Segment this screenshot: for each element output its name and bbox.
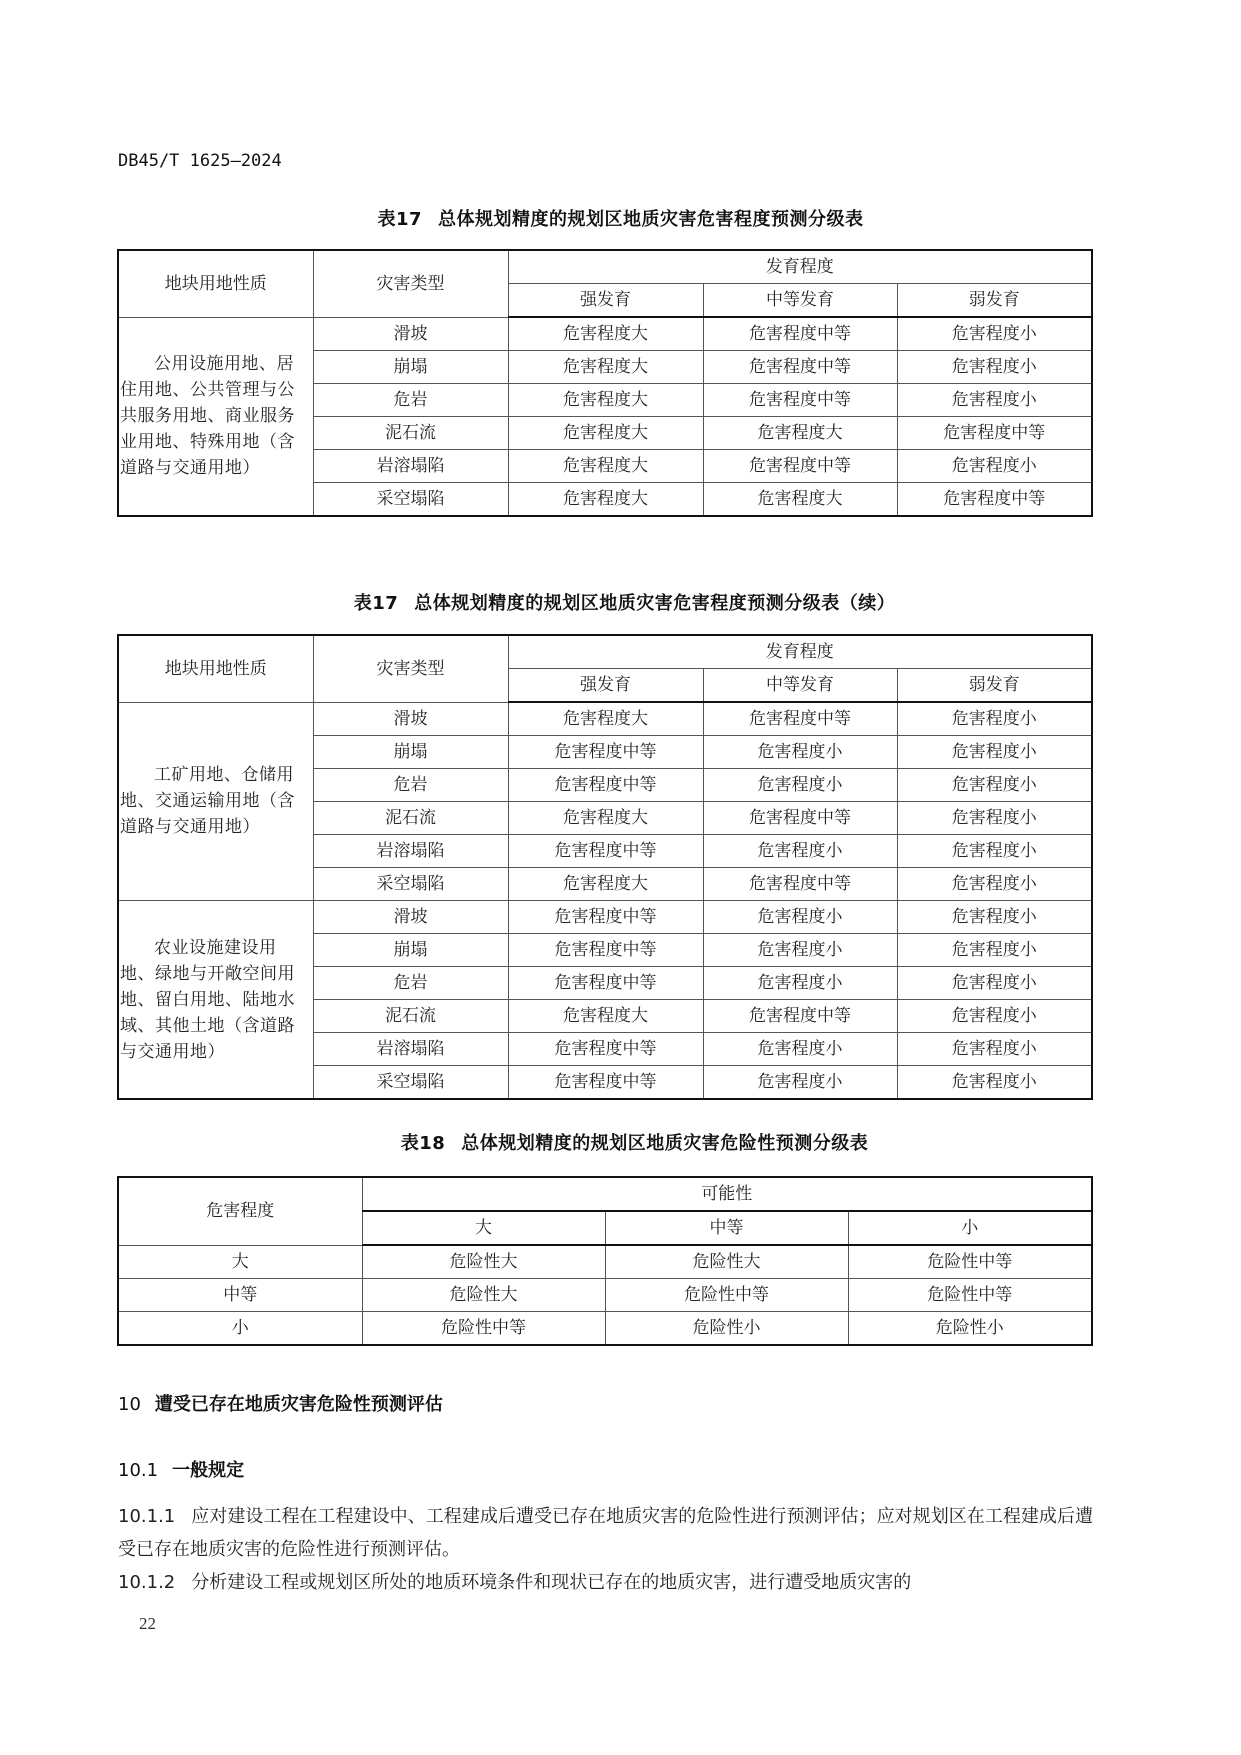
table17-body [118,250,1092,516]
hazard-degree-cell: 危害程度大 [508,1000,703,1033]
header-hazard-type: 灾害类型 [313,250,508,317]
table18-number: 表18 [400,1133,446,1154]
table-row [118,1279,1092,1312]
table18-header-level: 中等 [605,1211,848,1245]
table18-cell: 危险性小 [848,1312,1092,1346]
hazard-degree-cell: 危害程度中等 [508,967,703,1000]
hazard-degree-cell: 危害程度中等 [897,483,1092,517]
header-land-use: 地块用地性质 [118,635,313,702]
hazard-type-cell: 滑坡 [313,317,508,351]
hazard-type-cell: 岩溶塌陷 [313,1033,508,1066]
hazard-type-cell: 崩塌 [313,736,508,769]
clause-number: 10.1.2 [118,1572,176,1593]
hazard-degree-cell: 危害程度中等 [703,868,897,901]
table18-header-row-1 [118,1177,1092,1211]
hazard-degree-cell: 危害程度大 [703,483,897,517]
table-row [118,702,1092,736]
hazard-degree-cell: 危害程度小 [703,736,897,769]
hazard-degree-cell: 危害程度大 [508,417,703,450]
table17-title: 总体规划精度的规划区地质灾害危害程度预测分级表 [438,209,864,230]
table17 [117,249,1093,517]
hazard-degree-cell: 危害程度大 [508,450,703,483]
table-row [118,317,1092,351]
table18-cell: 危险性中等 [362,1312,605,1346]
header-development-degree: 发育程度 [508,635,1092,669]
section-number: 10 [118,1394,141,1415]
hazard-type-cell: 泥石流 [313,1000,508,1033]
hazard-type-cell: 泥石流 [313,417,508,450]
subsection-title: 一般规定 [172,1460,245,1481]
hazard-type-cell: 危岩 [313,967,508,1000]
hazard-type-cell: 采空塌陷 [313,483,508,517]
section-10-heading [118,1390,443,1416]
hazard-degree-cell: 危害程度中等 [508,769,703,802]
table18-header-hazard: 危害程度 [118,1177,362,1245]
header-hazard-type: 灾害类型 [313,635,508,702]
hazard-degree-cell: 危害程度小 [897,702,1092,736]
hazard-degree-cell: 危害程度小 [897,868,1092,901]
table17-cont-body [118,635,1092,1099]
land-use-cell: 农业设施建设用地、绿地与开敞空间用地、留白用地、陆地水域、其他土地（含道路与交通用地） [118,901,313,1100]
header-level: 中等发育 [703,669,897,703]
table18-header-likelihood: 可能性 [362,1177,1092,1211]
table18-header-level: 大 [362,1211,605,1245]
header-level: 弱发育 [897,669,1092,703]
hazard-type-cell: 岩溶塌陷 [313,450,508,483]
table-row [118,1312,1092,1346]
subsection-number: 10.1 [118,1460,159,1481]
clause-text: 分析建设工程或规划区所处的地质环境条件和现状已存在的地质灾害，进行遭受地质灾害的 [191,1572,912,1593]
hazard-degree-cell: 危害程度中等 [508,901,703,934]
clause-10-1-2 [118,1566,1093,1599]
hazard-degree-cell: 危害程度大 [508,702,703,736]
hazard-degree-cell: 危害程度小 [897,317,1092,351]
table18-row-hazard: 小 [118,1312,362,1346]
hazard-degree-cell: 危害程度小 [703,967,897,1000]
table18-body [118,1177,1092,1345]
table18-cell: 危险性大 [362,1245,605,1279]
hazard-degree-cell: 危害程度中等 [897,417,1092,450]
hazard-degree-cell: 危害程度大 [508,802,703,835]
table18-row-hazard: 中等 [118,1279,362,1312]
header-level: 强发育 [508,284,703,318]
hazard-degree-cell: 危害程度小 [897,450,1092,483]
hazard-degree-cell: 危害程度小 [897,1000,1092,1033]
hazard-type-cell: 滑坡 [313,702,508,736]
hazard-degree-cell: 危害程度小 [897,1033,1092,1066]
hazard-degree-cell: 危害程度大 [508,351,703,384]
hazard-type-cell: 崩塌 [313,351,508,384]
hazard-degree-cell: 危害程度中等 [703,384,897,417]
hazard-degree-cell: 危害程度中等 [508,736,703,769]
hazard-degree-cell: 危害程度中等 [508,1033,703,1066]
hazard-degree-cell: 危害程度中等 [508,934,703,967]
hazard-degree-cell: 危害程度中等 [508,835,703,868]
hazard-degree-cell: 危害程度中等 [703,1000,897,1033]
hazard-degree-cell: 危害程度小 [703,1066,897,1100]
hazard-degree-cell: 危害程度小 [897,967,1092,1000]
hazard-degree-cell: 危害程度小 [703,835,897,868]
page-number: 22 [139,1614,156,1633]
hazard-degree-cell: 危害程度小 [703,901,897,934]
hazard-degree-cell: 危害程度中等 [508,1066,703,1100]
table17-continued [117,634,1093,1100]
hazard-type-cell: 泥石流 [313,802,508,835]
hazard-degree-cell: 危害程度小 [897,384,1092,417]
hazard-degree-cell: 危害程度小 [897,835,1092,868]
header-level: 强发育 [508,669,703,703]
land-use-cell: 公用设施用地、居住用地、公共管理与公共服务用地、商业服务业用地、特殊用地（含道路与交通用地） [118,317,313,516]
header-row-1 [118,250,1092,284]
clause-10-1-1 [118,1500,1093,1566]
hazard-type-cell: 危岩 [313,384,508,417]
hazard-degree-cell: 危害程度小 [703,1033,897,1066]
hazard-degree-cell: 危害程度大 [703,417,897,450]
table17-cont-number: 表17 [353,593,399,614]
clause-number: 10.1.1 [118,1506,176,1527]
table18-cell: 危险性大 [605,1245,848,1279]
header-row-1 [118,635,1092,669]
table17-cont-title: 总体规划精度的规划区地质灾害危害程度预测分级表（续） [414,593,896,614]
table17-number: 表17 [377,209,423,230]
section-10-1-heading [118,1456,244,1482]
hazard-degree-cell: 危害程度中等 [703,802,897,835]
table18-header-level: 小 [848,1211,1092,1245]
table-row [118,1245,1092,1279]
table18-caption [0,1129,1241,1155]
hazard-type-cell: 崩塌 [313,934,508,967]
header-land-use: 地块用地性质 [118,250,313,317]
hazard-degree-cell: 危害程度中等 [703,351,897,384]
document-code: DB45/T 1625—2024 [118,151,282,171]
table18-cell: 危险性小 [605,1312,848,1346]
table-row [118,901,1092,934]
hazard-degree-cell: 危害程度小 [897,769,1092,802]
hazard-degree-cell: 危害程度中等 [703,317,897,351]
table18-cell: 危险性中等 [848,1245,1092,1279]
hazard-type-cell: 采空塌陷 [313,868,508,901]
hazard-degree-cell: 危害程度小 [703,934,897,967]
hazard-degree-cell: 危害程度大 [508,384,703,417]
hazard-type-cell: 危岩 [313,769,508,802]
table17-cont-caption [0,589,1241,615]
table18-cell: 危险性大 [362,1279,605,1312]
table18-cell: 危险性中等 [848,1279,1092,1312]
hazard-type-cell: 采空塌陷 [313,1066,508,1100]
table17-caption [0,205,1241,231]
clause-text: 应对建设工程在工程建设中、工程建成后遭受已存在地质灾害的危险性进行预测评估；应对规划区在工程建成后遭受已存在地质灾害的危险性进行预测评估。 [118,1506,1093,1560]
table18-title: 总体规划精度的规划区地质灾害危险性预测分级表 [461,1133,869,1154]
hazard-degree-cell: 危害程度大 [508,317,703,351]
hazard-degree-cell: 危害程度中等 [703,702,897,736]
header-level: 中等发育 [703,284,897,318]
table18-row-hazard: 大 [118,1245,362,1279]
section-title: 遭受已存在地质灾害危险性预测评估 [154,1394,443,1415]
hazard-degree-cell: 危害程度小 [897,1066,1092,1100]
hazard-degree-cell: 危害程度中等 [703,450,897,483]
hazard-degree-cell: 危害程度小 [897,934,1092,967]
hazard-type-cell: 滑坡 [313,901,508,934]
land-use-cell: 工矿用地、仓储用地、交通运输用地（含道路与交通用地） [118,702,313,901]
header-development-degree: 发育程度 [508,250,1092,284]
hazard-degree-cell: 危害程度小 [897,901,1092,934]
hazard-degree-cell: 危害程度大 [508,483,703,517]
header-level: 弱发育 [897,284,1092,318]
hazard-degree-cell: 危害程度大 [508,868,703,901]
table18 [117,1176,1093,1346]
hazard-degree-cell: 危害程度小 [897,802,1092,835]
hazard-degree-cell: 危害程度小 [703,769,897,802]
hazard-degree-cell: 危害程度小 [897,736,1092,769]
table18-cell: 危险性中等 [605,1279,848,1312]
hazard-type-cell: 岩溶塌陷 [313,835,508,868]
hazard-degree-cell: 危害程度小 [897,351,1092,384]
